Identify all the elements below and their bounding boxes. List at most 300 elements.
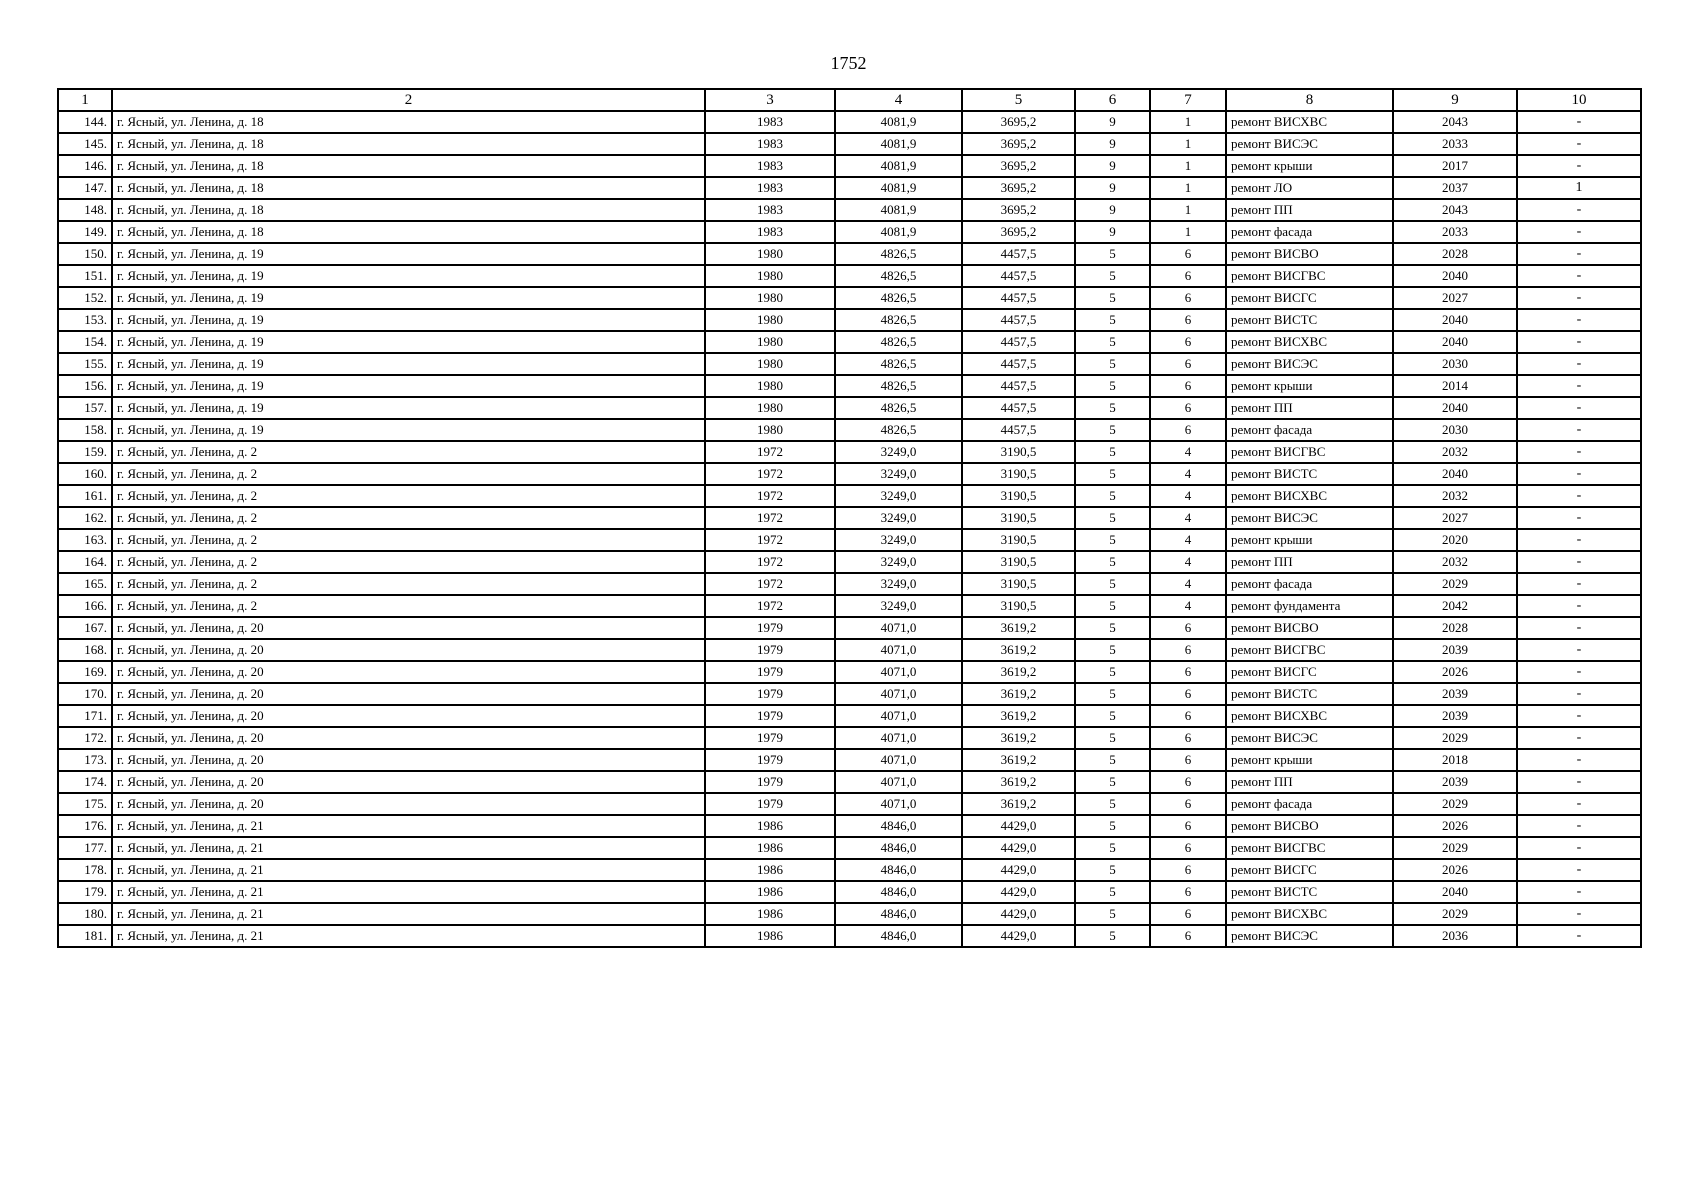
living-area-cell: 4457,5 — [962, 419, 1075, 441]
total-area-cell: 4081,9 — [835, 155, 962, 177]
row-number-cell: 175. — [58, 793, 112, 815]
address-cell: г. Ясный, ул. Ленина, д. 19 — [112, 353, 705, 375]
address-cell: г. Ясный, ул. Ленина, д. 19 — [112, 419, 705, 441]
table-row — [58, 683, 1641, 705]
planned-year-cell: 2039 — [1393, 683, 1517, 705]
row-number-cell: 144. — [58, 111, 112, 133]
floors-cell: 5 — [1075, 573, 1150, 595]
address-cell: г. Ясный, ул. Ленина, д. 19 — [112, 397, 705, 419]
address-cell: г. Ясный, ул. Ленина, д. 18 — [112, 177, 705, 199]
floors-cell: 9 — [1075, 155, 1150, 177]
floors-cell: 5 — [1075, 837, 1150, 859]
col10-cell: - — [1517, 353, 1641, 375]
table-row — [58, 397, 1641, 419]
work-type-cell: ремонт ВИСТС — [1226, 683, 1393, 705]
entrances-cell: 4 — [1150, 595, 1226, 617]
col10-cell: - — [1517, 617, 1641, 639]
year-cell: 1979 — [705, 749, 835, 771]
address-cell: г. Ясный, ул. Ленина, д. 19 — [112, 375, 705, 397]
year-cell: 1972 — [705, 507, 835, 529]
entrances-cell: 6 — [1150, 903, 1226, 925]
address-cell: г. Ясный, ул. Ленина, д. 21 — [112, 815, 705, 837]
address-cell: г. Ясный, ул. Ленина, д. 2 — [112, 529, 705, 551]
column-header-10: 10 — [1517, 89, 1641, 111]
work-type-cell: ремонт фундамента — [1226, 595, 1393, 617]
living-area-cell: 4457,5 — [962, 309, 1075, 331]
work-type-cell: ремонт ВИСТС — [1226, 881, 1393, 903]
living-area-cell: 4429,0 — [962, 815, 1075, 837]
year-cell: 1986 — [705, 881, 835, 903]
col10-cell: - — [1517, 551, 1641, 573]
floors-cell: 9 — [1075, 111, 1150, 133]
col10-cell: - — [1517, 573, 1641, 595]
entrances-cell: 1 — [1150, 199, 1226, 221]
row-number-cell: 145. — [58, 133, 112, 155]
table-row — [58, 903, 1641, 925]
floors-cell: 5 — [1075, 287, 1150, 309]
column-header-6: 6 — [1075, 89, 1150, 111]
year-cell: 1980 — [705, 243, 835, 265]
entrances-cell: 6 — [1150, 837, 1226, 859]
planned-year-cell: 2026 — [1393, 661, 1517, 683]
table-row — [58, 881, 1641, 903]
total-area-cell: 4071,0 — [835, 683, 962, 705]
entrances-cell: 6 — [1150, 331, 1226, 353]
col10-cell: - — [1517, 815, 1641, 837]
table-row — [58, 727, 1641, 749]
work-type-cell: ремонт ПП — [1226, 199, 1393, 221]
year-cell: 1983 — [705, 221, 835, 243]
planned-year-cell: 2036 — [1393, 925, 1517, 947]
entrances-cell: 6 — [1150, 309, 1226, 331]
table-row — [58, 705, 1641, 727]
living-area-cell: 3190,5 — [962, 485, 1075, 507]
total-area-cell: 3249,0 — [835, 463, 962, 485]
row-number-cell: 157. — [58, 397, 112, 419]
table-row — [58, 639, 1641, 661]
living-area-cell: 4457,5 — [962, 375, 1075, 397]
total-area-cell: 4081,9 — [835, 199, 962, 221]
col10-cell: - — [1517, 705, 1641, 727]
planned-year-cell: 2029 — [1393, 903, 1517, 925]
year-cell: 1972 — [705, 441, 835, 463]
column-header-8: 8 — [1226, 89, 1393, 111]
column-header-4: 4 — [835, 89, 962, 111]
table-row — [58, 133, 1641, 155]
entrances-cell: 6 — [1150, 793, 1226, 815]
planned-year-cell: 2042 — [1393, 595, 1517, 617]
work-type-cell: ремонт ВИСХВС — [1226, 705, 1393, 727]
total-area-cell: 3249,0 — [835, 551, 962, 573]
floors-cell: 5 — [1075, 771, 1150, 793]
planned-year-cell: 2020 — [1393, 529, 1517, 551]
year-cell: 1986 — [705, 815, 835, 837]
total-area-cell: 4826,5 — [835, 243, 962, 265]
table-row — [58, 419, 1641, 441]
living-area-cell: 3190,5 — [962, 551, 1075, 573]
living-area-cell: 3190,5 — [962, 507, 1075, 529]
entrances-cell: 4 — [1150, 551, 1226, 573]
row-number-cell: 148. — [58, 199, 112, 221]
total-area-cell: 4826,5 — [835, 353, 962, 375]
address-cell: г. Ясный, ул. Ленина, д. 20 — [112, 705, 705, 727]
total-area-cell: 4826,5 — [835, 309, 962, 331]
column-header-5: 5 — [962, 89, 1075, 111]
total-area-cell: 4846,0 — [835, 815, 962, 837]
table-row — [58, 221, 1641, 243]
row-number-cell: 181. — [58, 925, 112, 947]
row-number-cell: 165. — [58, 573, 112, 595]
entrances-cell: 4 — [1150, 507, 1226, 529]
entrances-cell: 4 — [1150, 463, 1226, 485]
floors-cell: 5 — [1075, 683, 1150, 705]
total-area-cell: 4071,0 — [835, 639, 962, 661]
row-number-cell: 162. — [58, 507, 112, 529]
planned-year-cell: 2032 — [1393, 551, 1517, 573]
col10-cell: - — [1517, 881, 1641, 903]
col10-cell: 1 — [1517, 177, 1641, 199]
row-number-cell: 159. — [58, 441, 112, 463]
planned-year-cell: 2039 — [1393, 639, 1517, 661]
year-cell: 1979 — [705, 771, 835, 793]
col10-cell: - — [1517, 639, 1641, 661]
address-cell: г. Ясный, ул. Ленина, д. 20 — [112, 793, 705, 815]
address-cell: г. Ясный, ул. Ленина, д. 19 — [112, 309, 705, 331]
total-area-cell: 4846,0 — [835, 859, 962, 881]
living-area-cell: 4429,0 — [962, 903, 1075, 925]
floors-cell: 5 — [1075, 441, 1150, 463]
row-number-cell: 158. — [58, 419, 112, 441]
entrances-cell: 4 — [1150, 573, 1226, 595]
address-cell: г. Ясный, ул. Ленина, д. 20 — [112, 771, 705, 793]
row-number-cell: 169. — [58, 661, 112, 683]
planned-year-cell: 2030 — [1393, 353, 1517, 375]
planned-year-cell: 2032 — [1393, 485, 1517, 507]
planned-year-cell: 2028 — [1393, 617, 1517, 639]
col10-cell: - — [1517, 837, 1641, 859]
entrances-cell: 6 — [1150, 683, 1226, 705]
living-area-cell: 3619,2 — [962, 639, 1075, 661]
floors-cell: 5 — [1075, 507, 1150, 529]
col10-cell: - — [1517, 595, 1641, 617]
planned-year-cell: 2040 — [1393, 463, 1517, 485]
table-row — [58, 837, 1641, 859]
floors-cell: 5 — [1075, 419, 1150, 441]
work-type-cell: ремонт ПП — [1226, 551, 1393, 573]
table-row — [58, 177, 1641, 199]
floors-cell: 5 — [1075, 793, 1150, 815]
floors-cell: 5 — [1075, 485, 1150, 507]
living-area-cell: 3695,2 — [962, 133, 1075, 155]
year-cell: 1986 — [705, 903, 835, 925]
table-row — [58, 661, 1641, 683]
table-row — [58, 617, 1641, 639]
work-type-cell: ремонт крыши — [1226, 155, 1393, 177]
year-cell: 1980 — [705, 265, 835, 287]
address-cell: г. Ясный, ул. Ленина, д. 18 — [112, 111, 705, 133]
row-number-cell: 160. — [58, 463, 112, 485]
year-cell: 1980 — [705, 309, 835, 331]
entrances-cell: 1 — [1150, 111, 1226, 133]
row-number-cell: 168. — [58, 639, 112, 661]
entrances-cell: 1 — [1150, 221, 1226, 243]
year-cell: 1972 — [705, 529, 835, 551]
col10-cell: - — [1517, 859, 1641, 881]
planned-year-cell: 2043 — [1393, 111, 1517, 133]
planned-year-cell: 2043 — [1393, 199, 1517, 221]
table-row — [58, 287, 1641, 309]
row-number-cell: 178. — [58, 859, 112, 881]
year-cell: 1979 — [705, 617, 835, 639]
table-row — [58, 353, 1641, 375]
total-area-cell: 4071,0 — [835, 705, 962, 727]
entrances-cell: 6 — [1150, 705, 1226, 727]
planned-year-cell: 2039 — [1393, 705, 1517, 727]
year-cell: 1972 — [705, 551, 835, 573]
entrances-cell: 1 — [1150, 177, 1226, 199]
living-area-cell: 4457,5 — [962, 265, 1075, 287]
work-type-cell: ремонт ВИСВО — [1226, 243, 1393, 265]
total-area-cell: 4081,9 — [835, 177, 962, 199]
floors-cell: 5 — [1075, 925, 1150, 947]
total-area-cell: 4081,9 — [835, 111, 962, 133]
living-area-cell: 3190,5 — [962, 441, 1075, 463]
work-type-cell: ремонт ВИСЭС — [1226, 507, 1393, 529]
floors-cell: 5 — [1075, 265, 1150, 287]
planned-year-cell: 2030 — [1393, 419, 1517, 441]
table-row — [58, 529, 1641, 551]
work-type-cell: ремонт ВИСГВС — [1226, 265, 1393, 287]
work-type-cell: ремонт фасада — [1226, 419, 1393, 441]
floors-cell: 5 — [1075, 903, 1150, 925]
planned-year-cell: 2033 — [1393, 133, 1517, 155]
repair-schedule-table — [57, 88, 1642, 948]
col10-cell: - — [1517, 243, 1641, 265]
year-cell: 1972 — [705, 595, 835, 617]
total-area-cell: 4826,5 — [835, 375, 962, 397]
table-row — [58, 199, 1641, 221]
total-area-cell: 4846,0 — [835, 837, 962, 859]
total-area-cell: 4826,5 — [835, 331, 962, 353]
year-cell: 1979 — [705, 793, 835, 815]
col10-cell: - — [1517, 331, 1641, 353]
work-type-cell: ремонт ВИСЭС — [1226, 925, 1393, 947]
living-area-cell: 3695,2 — [962, 199, 1075, 221]
work-type-cell: ремонт фасада — [1226, 793, 1393, 815]
planned-year-cell: 2029 — [1393, 793, 1517, 815]
living-area-cell: 3619,2 — [962, 771, 1075, 793]
address-cell: г. Ясный, ул. Ленина, д. 18 — [112, 133, 705, 155]
work-type-cell: ремонт ВИСВО — [1226, 617, 1393, 639]
address-cell: г. Ясный, ул. Ленина, д. 2 — [112, 441, 705, 463]
page-number: 1752 — [830, 53, 867, 73]
address-cell: г. Ясный, ул. Ленина, д. 2 — [112, 595, 705, 617]
work-type-cell: ремонт крыши — [1226, 375, 1393, 397]
address-cell: г. Ясный, ул. Ленина, д. 18 — [112, 155, 705, 177]
floors-cell: 9 — [1075, 221, 1150, 243]
entrances-cell: 6 — [1150, 265, 1226, 287]
year-cell: 1983 — [705, 199, 835, 221]
year-cell: 1979 — [705, 661, 835, 683]
year-cell: 1980 — [705, 353, 835, 375]
planned-year-cell: 2018 — [1393, 749, 1517, 771]
year-cell: 1980 — [705, 419, 835, 441]
floors-cell: 9 — [1075, 199, 1150, 221]
col10-cell: - — [1517, 397, 1641, 419]
total-area-cell: 4071,0 — [835, 793, 962, 815]
planned-year-cell: 2040 — [1393, 265, 1517, 287]
work-type-cell: ремонт ВИСХВС — [1226, 111, 1393, 133]
planned-year-cell: 2040 — [1393, 881, 1517, 903]
floors-cell: 5 — [1075, 309, 1150, 331]
work-type-cell: ремонт ВИСХВС — [1226, 331, 1393, 353]
row-number-cell: 149. — [58, 221, 112, 243]
planned-year-cell: 2040 — [1393, 309, 1517, 331]
column-header-2: 2 — [112, 89, 705, 111]
table-row — [58, 859, 1641, 881]
floors-cell: 5 — [1075, 353, 1150, 375]
entrances-cell: 6 — [1150, 771, 1226, 793]
table-row — [58, 441, 1641, 463]
planned-year-cell: 2039 — [1393, 771, 1517, 793]
year-cell: 1980 — [705, 331, 835, 353]
column-header-9: 9 — [1393, 89, 1517, 111]
planned-year-cell: 2037 — [1393, 177, 1517, 199]
living-area-cell: 3619,2 — [962, 683, 1075, 705]
address-cell: г. Ясный, ул. Ленина, д. 20 — [112, 617, 705, 639]
row-number-cell: 154. — [58, 331, 112, 353]
table-row — [58, 375, 1641, 397]
address-cell: г. Ясный, ул. Ленина, д. 21 — [112, 859, 705, 881]
row-number-cell: 177. — [58, 837, 112, 859]
row-number-cell: 155. — [58, 353, 112, 375]
work-type-cell: ремонт ВИСГС — [1226, 661, 1393, 683]
col10-cell: - — [1517, 463, 1641, 485]
address-cell: г. Ясный, ул. Ленина, д. 2 — [112, 573, 705, 595]
year-cell: 1972 — [705, 485, 835, 507]
living-area-cell: 3190,5 — [962, 595, 1075, 617]
living-area-cell: 3619,2 — [962, 727, 1075, 749]
year-cell: 1983 — [705, 111, 835, 133]
col10-cell: - — [1517, 287, 1641, 309]
table-row — [58, 507, 1641, 529]
year-cell: 1986 — [705, 925, 835, 947]
floors-cell: 5 — [1075, 661, 1150, 683]
total-area-cell: 3249,0 — [835, 485, 962, 507]
living-area-cell: 4457,5 — [962, 243, 1075, 265]
column-header-7: 7 — [1150, 89, 1226, 111]
entrances-cell: 6 — [1150, 419, 1226, 441]
floors-cell: 5 — [1075, 749, 1150, 771]
col10-cell: - — [1517, 727, 1641, 749]
total-area-cell: 4081,9 — [835, 221, 962, 243]
col10-cell: - — [1517, 265, 1641, 287]
living-area-cell: 3619,2 — [962, 617, 1075, 639]
col10-cell: - — [1517, 661, 1641, 683]
work-type-cell: ремонт ВИСЭС — [1226, 133, 1393, 155]
planned-year-cell: 2026 — [1393, 859, 1517, 881]
col10-cell: - — [1517, 529, 1641, 551]
total-area-cell: 4071,0 — [835, 749, 962, 771]
row-number-cell: 152. — [58, 287, 112, 309]
planned-year-cell: 2040 — [1393, 331, 1517, 353]
floors-cell: 5 — [1075, 617, 1150, 639]
table-row — [58, 771, 1641, 793]
entrances-cell: 1 — [1150, 133, 1226, 155]
entrances-cell: 6 — [1150, 727, 1226, 749]
living-area-cell: 4429,0 — [962, 925, 1075, 947]
work-type-cell: ремонт ВИСВО — [1226, 815, 1393, 837]
table-row — [58, 749, 1641, 771]
total-area-cell: 4071,0 — [835, 727, 962, 749]
floors-cell: 5 — [1075, 595, 1150, 617]
living-area-cell: 3695,2 — [962, 111, 1075, 133]
living-area-cell: 3190,5 — [962, 573, 1075, 595]
address-cell: г. Ясный, ул. Ленина, д. 2 — [112, 463, 705, 485]
work-type-cell: ремонт ВИСТС — [1226, 309, 1393, 331]
floors-cell: 9 — [1075, 177, 1150, 199]
planned-year-cell: 2028 — [1393, 243, 1517, 265]
floors-cell: 5 — [1075, 859, 1150, 881]
year-cell: 1983 — [705, 177, 835, 199]
col10-cell: - — [1517, 155, 1641, 177]
floors-cell: 5 — [1075, 815, 1150, 837]
work-type-cell: ремонт ВИСГВС — [1226, 837, 1393, 859]
col10-cell: - — [1517, 903, 1641, 925]
total-area-cell: 4071,0 — [835, 771, 962, 793]
address-cell: г. Ясный, ул. Ленина, д. 19 — [112, 287, 705, 309]
work-type-cell: ремонт ВИСГС — [1226, 859, 1393, 881]
table-row — [58, 155, 1641, 177]
col10-cell: - — [1517, 507, 1641, 529]
table-row — [58, 265, 1641, 287]
table-row — [58, 925, 1641, 947]
address-cell: г. Ясный, ул. Ленина, д. 19 — [112, 331, 705, 353]
work-type-cell: ремонт ВИСГС — [1226, 287, 1393, 309]
work-type-cell: ремонт ВИСГВС — [1226, 639, 1393, 661]
col10-cell: - — [1517, 441, 1641, 463]
year-cell: 1972 — [705, 573, 835, 595]
living-area-cell: 4429,0 — [962, 881, 1075, 903]
table-row — [58, 485, 1641, 507]
row-number-cell: 166. — [58, 595, 112, 617]
entrances-cell: 4 — [1150, 529, 1226, 551]
entrances-cell: 6 — [1150, 287, 1226, 309]
address-cell: г. Ясный, ул. Ленина, д. 18 — [112, 199, 705, 221]
floors-cell: 9 — [1075, 133, 1150, 155]
row-number-cell: 146. — [58, 155, 112, 177]
year-cell: 1983 — [705, 155, 835, 177]
living-area-cell: 4457,5 — [962, 397, 1075, 419]
entrances-cell: 6 — [1150, 639, 1226, 661]
table-row — [58, 793, 1641, 815]
entrances-cell: 1 — [1150, 155, 1226, 177]
living-area-cell: 3695,2 — [962, 177, 1075, 199]
floors-cell: 5 — [1075, 529, 1150, 551]
address-cell: г. Ясный, ул. Ленина, д. 21 — [112, 837, 705, 859]
work-type-cell: ремонт ПП — [1226, 771, 1393, 793]
row-number-cell: 180. — [58, 903, 112, 925]
floors-cell: 5 — [1075, 397, 1150, 419]
entrances-cell: 6 — [1150, 617, 1226, 639]
year-cell: 1979 — [705, 727, 835, 749]
work-type-cell: ремонт ПП — [1226, 397, 1393, 419]
column-header-1: 1 — [58, 89, 112, 111]
col10-cell: - — [1517, 485, 1641, 507]
col10-cell: - — [1517, 111, 1641, 133]
planned-year-cell: 2027 — [1393, 287, 1517, 309]
entrances-cell: 4 — [1150, 441, 1226, 463]
